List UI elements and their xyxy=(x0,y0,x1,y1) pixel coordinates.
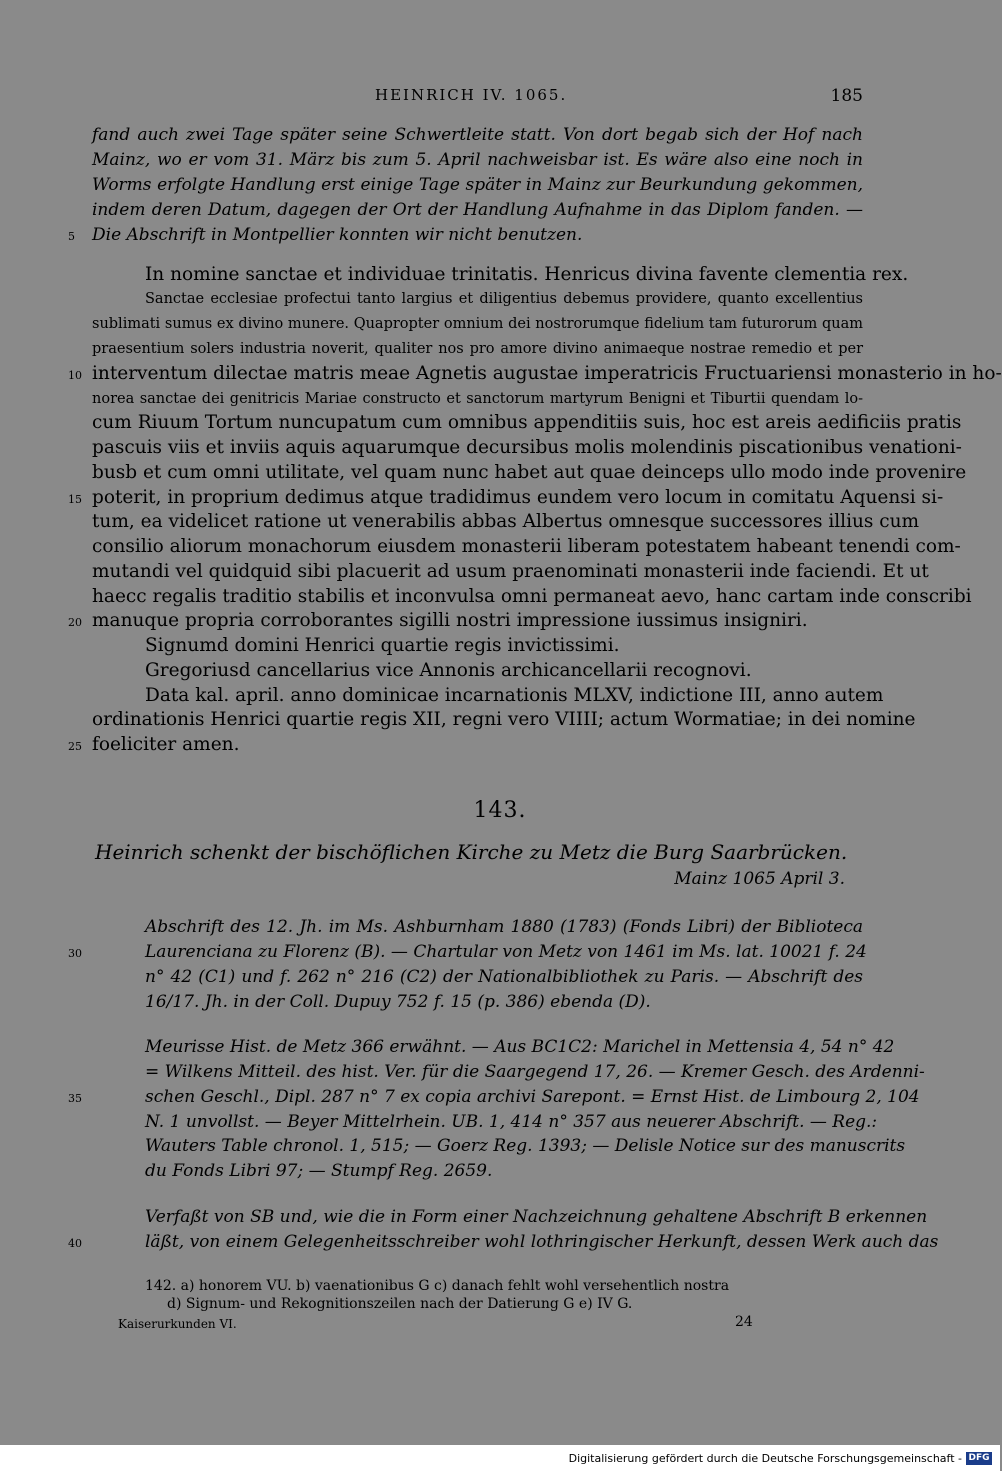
charter-line: mutandi vel quidquid sibi placuerit ad usum praenominati monasterii inde faciendi. Et ut xyxy=(92,561,929,582)
charter-line: busb et cum omni utilitate, vel quam nunc habet aut quae deinceps ullo modo inde provenire xyxy=(92,462,967,483)
dating-line: foeliciter amen. xyxy=(92,734,240,755)
intro-line: indem deren Datum, dagegen der Ort der Handlung Aufnahme in das Diplom fanden. — xyxy=(92,200,863,220)
intro-line: Worms erfolgte Handlung erst einige Tage später in Mainz zur Beurkundung gekommen, xyxy=(92,175,863,195)
charter-line: consilio aliorum monachorum eiusdem monasterii liberam potestatem habeant tenendi com- xyxy=(92,536,961,557)
charter-line: In nomine sanctae et individuae trinitatis. Henricus divina favente clementia rex. xyxy=(145,264,909,285)
charter-line: norea sanctae dei genitricis Mariae constructo et sanctorum martyrum Benigni et Tiburtii quendam lo- xyxy=(92,391,863,407)
footer-credit: Digitalisierung gefördert durch die Deutsche Forschungsgemeinschaft - xyxy=(568,1452,962,1465)
signature-number: 24 xyxy=(735,1314,753,1330)
signum-line: Signumd domini Henrici quartie regis invictissimi. xyxy=(145,635,620,656)
literature-line: Meurisse Hist. de Metz 366 erwähnt. — Aus BC1C2: Marichel in Mettensia 4, 54 n° 42 xyxy=(145,1037,895,1057)
charter-line: interventum dilectae matris meae Agnetis augustae imperatricis Fructuariensi monasterio in ho- xyxy=(92,363,1002,384)
line-number: 20 xyxy=(68,616,82,629)
literature-line: Wauters Table chronol. 1, 515; — Goerz Reg. 1393; — Delisle Notice sur des manuscrits xyxy=(145,1136,906,1156)
intro-line: Mainz, wo er vom 31. März bis zum 5. April nachweisbar ist. Es wäre also eine noch in xyxy=(92,150,863,170)
footer-bar xyxy=(0,1445,1000,1471)
intro-line: fand auch zwei Tage später seine Schwertleite statt. Von dort begab sich der Hof nach xyxy=(92,125,863,145)
dating-line: ordinationis Henrici quartie regis XII, regni vero VIIII; actum Wormatiae; in dei nomine xyxy=(92,709,916,730)
charter-line: sublimati sumus ex divino munere. Quapropter omnium dei nostrorumque fidelium tam futurorum quam xyxy=(92,316,863,332)
literature-line: du Fonds Libri 97; — Stumpf Reg. 2659. xyxy=(145,1161,493,1181)
charter-line: poterit, in proprium dedimus atque tradidimus eundem vero locum in comitatu Aquensi si- xyxy=(92,487,944,508)
document-date: Mainz 1065 April 3. xyxy=(674,869,845,889)
charter-line: cum Riuum Tortum nuncupatum cum omnibus appenditiis suis, hoc est areis aedificiis pratis xyxy=(92,412,962,433)
charter-line: praesentium solers industria noverit, qualiter nos pro amore divino animaeque nostrae remedio et per xyxy=(92,341,863,357)
line-number: 5 xyxy=(68,230,75,243)
tradition-line: Laurenciana zu Florenz (B). — Chartular von Metz von 1461 im Ms. lat. 10021 f. 24 xyxy=(145,942,867,962)
charter-line: manuque propria corroborantes sigilli nostri impressione iussimus insigniri. xyxy=(92,610,808,631)
recognition-line: Gregoriusd cancellarius vice Annonis archicancellarii recognovi. xyxy=(145,660,752,681)
footnote-line: d) Signum- und Rekognitionszeilen nach der Datierung G e) IV G. xyxy=(167,1296,633,1312)
literature-line: schen Geschl., Dipl. 287 n° 7 ex copia archivi Sarepont. = Ernst Hist. de Limbourg 2, 104 xyxy=(145,1087,920,1107)
charter-line: Sanctae ecclesiae profectui tanto largius et diligentius debemus providere, quanto excellentius xyxy=(145,291,863,307)
commentary-line: Verfaßt von SB und, wie die in Form einer Nachzeichnung gehaltene Abschrift B erkennen xyxy=(145,1207,928,1227)
tradition-line: 16/17. Jh. in der Coll. Dupuy 752 f. 15 (p. 386) ebenda (D). xyxy=(145,992,651,1012)
running-header: HEINRICH IV. 1065. xyxy=(375,86,568,104)
signature-mark: Kaiserurkunden VI. xyxy=(118,1317,237,1331)
line-number: 10 xyxy=(68,369,82,382)
line-number: 30 xyxy=(68,947,82,960)
commentary-line: läßt, von einem Gelegenheitsschreiber wohl lothringischer Herkunft, dessen Werk auch das xyxy=(145,1232,939,1252)
document-number: 143. xyxy=(473,798,527,823)
dfg-logo-icon: DFG xyxy=(966,1452,992,1465)
line-number: 40 xyxy=(68,1237,82,1250)
tradition-line: n° 42 (C1) und f. 262 n° 216 (C2) der Nationalbibliothek zu Paris. — Abschrift des xyxy=(145,967,863,987)
line-number: 25 xyxy=(68,740,82,753)
line-number: 35 xyxy=(68,1092,82,1105)
document-title: Heinrich schenkt der bischöflichen Kirche zu Metz die Burg Saarbrücken. xyxy=(95,840,848,864)
literature-line: N. 1 unvollst. — Beyer Mittelrhein. UB. 1, 414 n° 357 aus neuerer Abschrift. — Reg.: xyxy=(145,1112,878,1132)
intro-line: Die Abschrift in Montpellier konnten wir nicht benutzen. xyxy=(92,225,583,245)
dating-line: Data kal. april. anno dominicae incarnationis MLXV, indictione III, anno autem xyxy=(145,685,884,706)
footnote-line: 142. a) honorem VU. b) vaenationibus G c) danach fehlt wohl versehentlich nostra xyxy=(145,1278,730,1294)
literature-line: = Wilkens Mitteil. des hist. Ver. für die Saargegend 17, 26. — Kremer Gesch. des Ardenni- xyxy=(145,1062,925,1082)
charter-line: pascuis viis et inviis aquis aquarumque decursibus molis molendinis piscationibus venationi- xyxy=(92,437,962,458)
page-number: 185 xyxy=(830,86,863,106)
tradition-line: Abschrift des 12. Jh. im Ms. Ashburnham 1880 (1783) (Fonds Libri) der Biblioteca xyxy=(145,917,863,937)
charter-line: haecc regalis traditio stabilis et inconvulsa omni permaneat aevo, hanc cartam inde conscribi xyxy=(92,586,972,607)
line-number: 15 xyxy=(68,493,82,506)
charter-line: tum, ea videlicet ratione ut venerabilis abbas Albertus omnesque successores illius cum xyxy=(92,511,920,532)
